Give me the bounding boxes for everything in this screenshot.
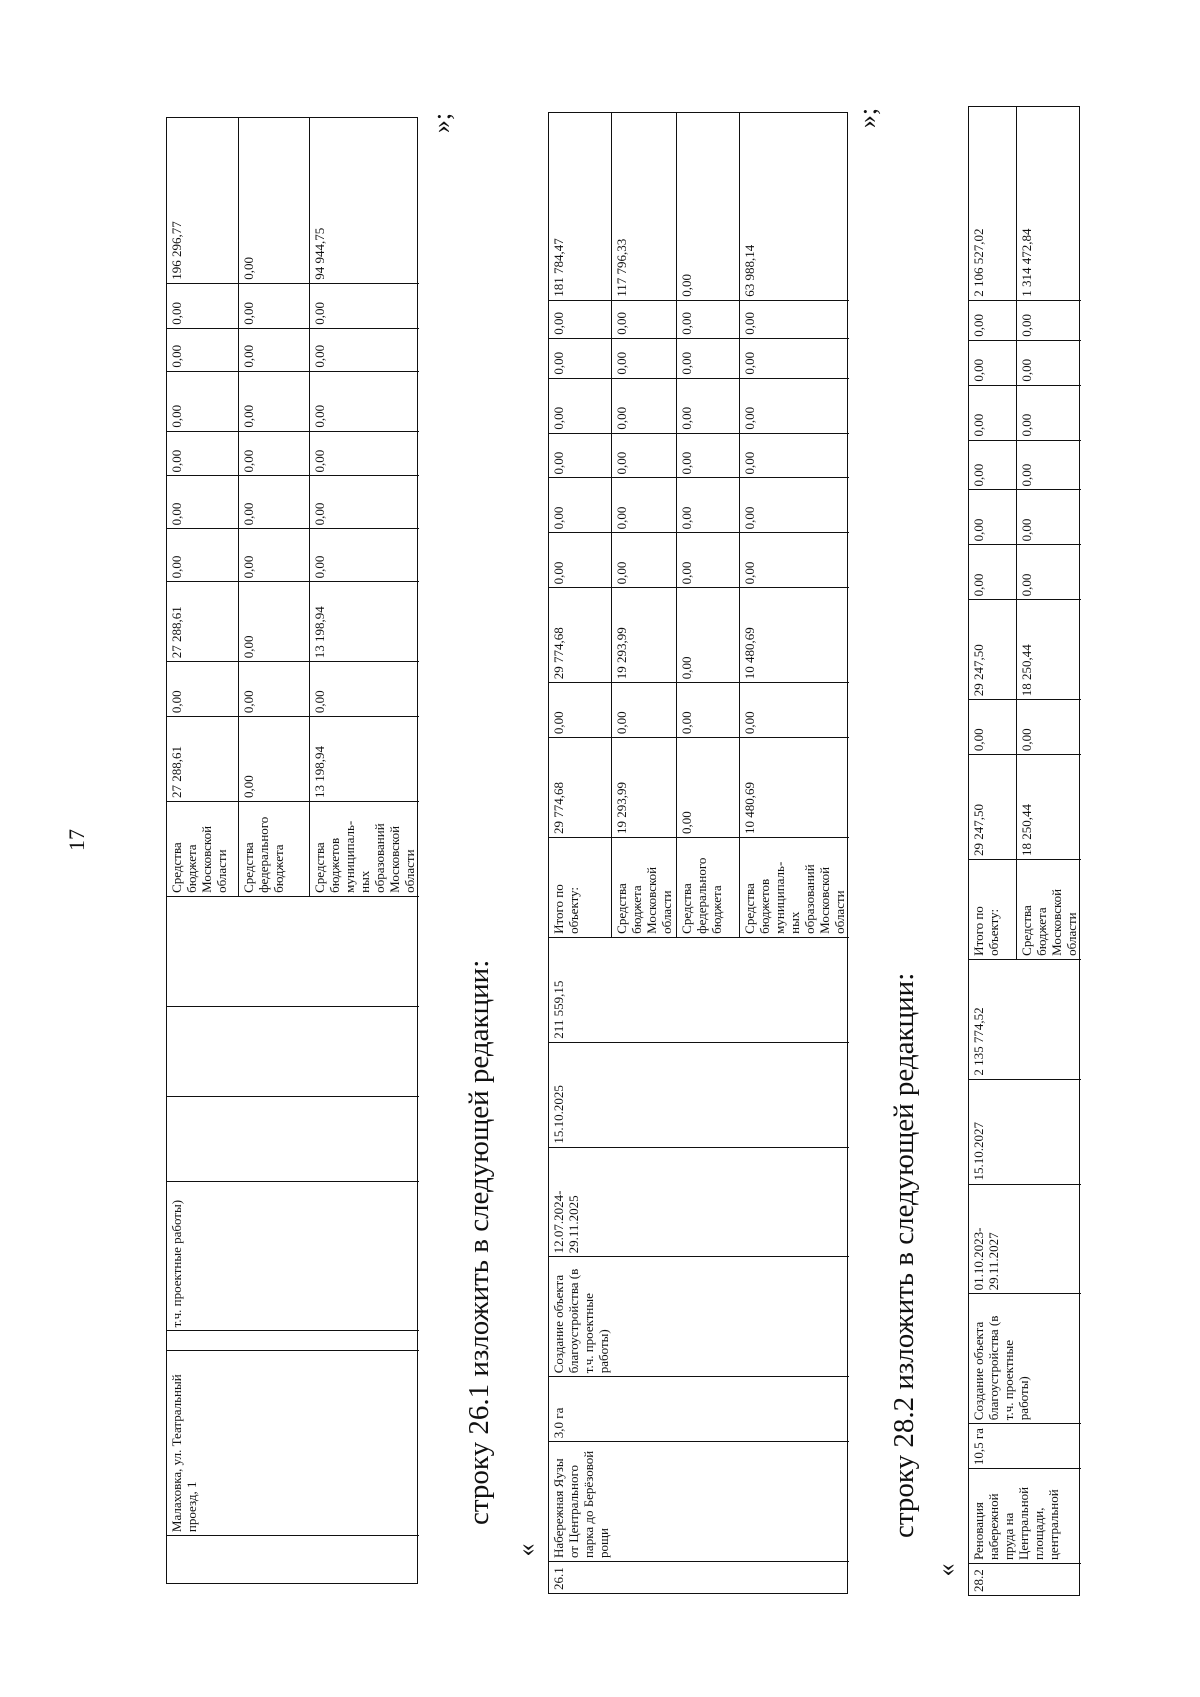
table2-area-cell: 3,0 га	[549, 1376, 849, 1441]
value-cell: 0,00	[612, 300, 676, 338]
value-cell: 0,00	[1017, 385, 1081, 440]
value-cell: 0,00	[549, 478, 611, 533]
value-cell: 0,00	[167, 661, 238, 716]
value-cell: 18 250,44	[1017, 754, 1081, 859]
value-cell: 0,00	[1017, 440, 1081, 490]
table1-area-cell	[167, 1330, 419, 1350]
value-cell: 13 198,94	[310, 716, 419, 801]
value-cell: 18 250,44	[1017, 599, 1081, 699]
value-cell: 0,00	[549, 532, 611, 587]
value-cell: 0,00	[549, 338, 611, 378]
source-label: Итого по объекту:	[969, 859, 1016, 959]
value-cell: 0,00	[969, 300, 1016, 340]
table2-num-cell: 26.1	[549, 1561, 849, 1593]
table3-date-cell: 15.10.2027	[969, 1079, 1081, 1184]
value-cell: 0,00	[549, 433, 611, 478]
value-cell: 0,00	[310, 371, 419, 431]
value-cell: 0,00	[612, 378, 676, 433]
value-cell: 1 314 472,84	[1019, 228, 1034, 297]
value-cell: 29 774,68	[549, 587, 611, 682]
value-cell: 0,00	[310, 476, 419, 529]
value-cell: 0,00	[677, 338, 739, 378]
table3-block	[968, 106, 1080, 1596]
value-cell: 0,00	[167, 431, 238, 476]
value-cell: 0,00	[969, 544, 1016, 599]
value-cell: 0,00	[239, 661, 310, 716]
value-cell: 0,00	[677, 587, 739, 682]
value-cell: 0,00	[1017, 340, 1081, 385]
value-cell: 0,00	[740, 433, 849, 478]
value-cell: 0,00	[1017, 300, 1081, 340]
table1-block	[166, 117, 418, 1584]
value-cell: 0,00	[677, 433, 739, 478]
value-cell: 0,00	[969, 340, 1016, 385]
value-cell: 196 296,77	[169, 221, 184, 280]
value-cell: 0,00	[310, 283, 419, 328]
value-cell: 0,00	[239, 716, 310, 801]
value-cell: 10 480,69	[740, 587, 849, 682]
value-cell: 0,00	[239, 371, 310, 431]
source-label: Итого по объекту:	[549, 837, 611, 937]
table-row	[549, 113, 612, 937]
source-label: Средства бюджета Московской области	[612, 837, 676, 937]
table1-work-cell: т.ч. проектные работы)	[167, 1181, 419, 1331]
source-label: Средства федерального бюджета	[677, 837, 739, 937]
table3-financing	[969, 107, 1081, 959]
value-cell: 0,00	[239, 581, 310, 661]
table3-num-cell: 28.2	[969, 1563, 1081, 1595]
table-row	[239, 118, 311, 896]
table-row	[612, 113, 677, 937]
table-row	[1017, 107, 1081, 959]
value-cell: 0,00	[612, 478, 676, 533]
table-row	[677, 113, 740, 937]
value-cell: 0,00	[239, 528, 310, 581]
value-cell: 0,00	[677, 300, 739, 338]
table1-name-cell: Малаховка, ул. Театральный проезд, 1	[167, 1350, 419, 1535]
table2	[548, 112, 848, 1594]
table1-num-cell	[167, 1535, 419, 1583]
table3-period-cell: 01.10.2023-29.11.2027	[969, 1184, 1081, 1294]
heading2-block	[885, 958, 925, 1538]
table3	[968, 106, 1080, 1596]
table2-cost-cell: 211 559,15	[549, 937, 849, 1042]
value-cell: 0,00	[167, 528, 238, 581]
table3-cost-cell: 2 135 774,52	[969, 959, 1081, 1079]
value-cell: 0,00	[239, 431, 310, 476]
value-cell: 0,00	[740, 300, 849, 338]
table1-date-cell	[167, 1006, 419, 1096]
table2-block	[548, 112, 848, 1594]
value-cell: 0,00	[969, 385, 1016, 440]
value-cell: 181 784,47	[551, 238, 566, 297]
table-row	[310, 118, 419, 896]
value-cell: 0,00	[549, 378, 611, 433]
value-cell: 27 288,61	[167, 716, 238, 801]
heading-28-2: строку 28.2 изложить в следующей редакции:	[888, 972, 920, 1538]
table3-work-cell: Создание объекта благоустройства (в т.ч. проектные работы)	[969, 1293, 1081, 1423]
value-cell: 0,00	[549, 682, 611, 737]
value-cell: 13 198,94	[310, 581, 419, 661]
table2-date-cell: 15.10.2025	[549, 1042, 849, 1147]
value-cell: 0,00	[549, 300, 611, 338]
table-row	[969, 107, 1017, 959]
value-cell: 29 247,50	[969, 599, 1016, 699]
value-cell: 0,00	[740, 682, 849, 737]
value-cell: 0,00	[740, 338, 849, 378]
value-cell: 63 988,14	[742, 244, 757, 297]
value-cell: 29 247,50	[969, 754, 1016, 859]
value-cell: 0,00	[612, 682, 676, 737]
source-label: Средства бюджета Московской области	[167, 801, 238, 896]
value-cell: 0,00	[679, 273, 694, 297]
table-row	[167, 118, 239, 896]
source-label: Средства бюджетов муниципаль-ных образований Московской области	[740, 837, 849, 937]
table1-financing	[167, 118, 419, 896]
value-cell: 0,00	[677, 378, 739, 433]
value-cell: 0,00	[740, 378, 849, 433]
value-cell: 0,00	[1017, 489, 1081, 544]
value-cell: 0,00	[167, 476, 238, 529]
value-cell: 0,00	[1017, 699, 1081, 754]
value-cell: 29 774,68	[549, 737, 611, 837]
value-cell: 94 944,75	[312, 227, 327, 280]
value-cell: 2 106 527,02	[971, 228, 986, 297]
value-cell: 0,00	[167, 328, 238, 371]
value-cell: 0,00	[239, 283, 310, 328]
heading1-block	[460, 945, 500, 1525]
value-cell: 0,00	[239, 476, 310, 529]
value-cell: 0,00	[612, 338, 676, 378]
value-cell: 0,00	[677, 737, 739, 837]
table2-name-cell: Набережная Яузы от Центрального парка до Берёзовой рощи	[549, 1441, 849, 1561]
value-cell: 19 293,99	[612, 587, 676, 682]
value-cell: 0,00	[167, 283, 238, 328]
table2-work-cell: Создание объекта благоустройства (в т.ч. проектные работы)	[549, 1256, 849, 1376]
table3-area-cell: 10,5 га	[969, 1423, 1081, 1468]
value-cell: 0,00	[677, 532, 739, 587]
value-cell: 10 480,69	[740, 737, 849, 837]
table1-period-cell	[167, 1096, 419, 1181]
value-cell: 0,00	[310, 528, 419, 581]
value-cell: 0,00	[612, 532, 676, 587]
value-cell: 0,00	[310, 431, 419, 476]
value-cell: 0,00	[310, 661, 419, 716]
heading-26-1: строку 26.1 изложить в следующей редакции:	[463, 959, 495, 1525]
value-cell: 0,00	[239, 328, 310, 371]
value-cell: 0,00	[740, 532, 849, 587]
source-label: Средства федерального бюджета	[239, 801, 310, 896]
table-row	[740, 113, 849, 937]
value-cell: 117 796,33	[614, 238, 629, 297]
source-label: Средства бюджета Московской области	[1017, 859, 1081, 959]
table1-cost-cell	[167, 896, 419, 1006]
value-cell: 0,00	[612, 433, 676, 478]
opening-quote-1: «	[511, 1543, 541, 1557]
value-cell: 0,00	[969, 699, 1016, 754]
source-label: Средства бюджетов муниципаль-ных образований Московской области	[310, 801, 419, 896]
value-cell: 19 293,99	[612, 737, 676, 837]
value-cell: 0,00	[240, 257, 256, 280]
value-cell: 0,00	[1017, 544, 1081, 599]
opening-quote-2: «	[931, 1563, 961, 1577]
value-cell: 0,00	[677, 478, 739, 533]
value-cell: 0,00	[740, 478, 849, 533]
table3-name-cell: Реновация набережной пруда на Центральной площади, центральной	[969, 1468, 1081, 1563]
table1	[166, 117, 418, 1584]
value-cell: 0,00	[969, 440, 1016, 490]
table2-period-cell: 12.07.2024-29.11.2025	[549, 1147, 849, 1257]
table2-financing	[549, 113, 849, 937]
value-cell: 0,00	[167, 371, 238, 431]
value-cell: 0,00	[310, 328, 419, 371]
page-number: 17	[64, 829, 89, 851]
closing-quote-1: »;	[427, 112, 457, 134]
value-cell: 0,00	[969, 489, 1016, 544]
closing-quote-2: »;	[853, 107, 883, 129]
value-cell: 27 288,61	[167, 581, 238, 661]
value-cell: 0,00	[677, 682, 739, 737]
